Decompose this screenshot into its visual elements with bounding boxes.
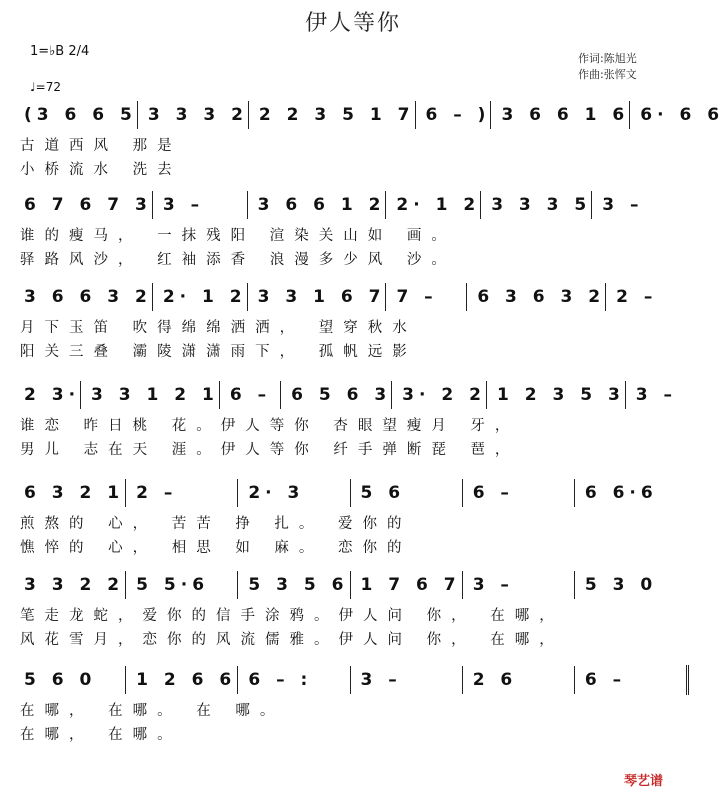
notation-line (20, 570, 686, 600)
lyric-line-2: 在哪， 在哪。 (20, 727, 182, 743)
measure: 6 – (462, 479, 574, 507)
lyric-line-1: 笔走龙蛇，爱你的信手涂鸦。伊人问 你， 在哪， (20, 608, 564, 624)
measure: 5 3 5 6 (237, 571, 349, 599)
lyric-line-2: 男儿 志在天 涯。伊人等你 纤手弹断琵 琶， (20, 442, 520, 458)
measure: 5 5·6 (125, 571, 237, 599)
measure: 3 3 3 2 (137, 101, 248, 129)
measure: 6 6·6 (574, 479, 686, 507)
measure: 3 – (625, 381, 686, 409)
measure: 5 3 0 (574, 571, 686, 599)
measure: 6 – : (237, 666, 349, 694)
measure: 3 3 1 6 7 (247, 283, 386, 311)
measure: 6 7 6 7 3 (24, 195, 152, 215)
measure: 6 3 2 1 (24, 483, 125, 503)
measure: 5 6 0 (24, 670, 97, 690)
measure: 7 – (385, 283, 466, 311)
notation-line (20, 478, 686, 508)
notation-line (20, 100, 724, 130)
lyric-line-2: 风花雪月，恋你的风流儒雅。伊人问 你， 在哪， (20, 632, 564, 648)
measure: 2 2 3 5 1 7 (248, 101, 415, 129)
lyric-line-2: 小桥流水 洗去 (20, 162, 182, 178)
lyric-line-2: 憔悴的 心， 相思 如 麻。 恋你的 (20, 540, 412, 556)
measure: 2· 3 (237, 479, 349, 507)
measure: 2 6 (462, 666, 574, 694)
measure: 1 2 6 6 (125, 666, 237, 694)
measure: (3 6 6 5 (24, 105, 137, 125)
measure: 3 3 3 5 (480, 191, 591, 219)
measure: 3· 2 2 (391, 381, 486, 409)
measure: 2· 1 2 (152, 283, 247, 311)
watermark-logo: 琴艺谱 (624, 774, 664, 789)
measure: 3 – (152, 191, 247, 219)
measure: 6 – ) (415, 101, 491, 129)
measure: 6 – (219, 381, 280, 409)
measure: 6 3 6 3 2 (466, 283, 605, 311)
measure: 2 3· (24, 385, 81, 405)
measure: 1 2 3 5 3 (486, 381, 625, 409)
measure: 3 3 2 2 (24, 575, 125, 595)
notation-line (20, 665, 689, 695)
lyric-line-1: 月下玉笛 吹得绵绵洒洒， 望穿秋水 (20, 320, 417, 336)
measure: 3 – (462, 571, 574, 599)
measure: 3 – (350, 666, 462, 694)
lyric-line-2: 驿路风沙， 红袖添香 浪漫多少风 沙。 (20, 252, 456, 268)
notation-line (20, 380, 686, 410)
composer-credit: 作曲:张恽文 (578, 68, 637, 81)
song-title: 伊人等你 (304, 11, 401, 36)
measure: 6 5 6 3 (280, 381, 391, 409)
measure: 2 – (605, 283, 686, 311)
notation-line (20, 190, 686, 220)
lyric-line-1: 谁恋 昨日桃 花。伊人等你 杏眼望瘦月 牙， (20, 418, 520, 434)
measure: 3 6 6 1 2 (247, 191, 386, 219)
measure: 6· 6 6 (629, 101, 724, 129)
measure: 3 – (591, 191, 686, 219)
tempo-marking: ♩=72 (30, 80, 61, 94)
lyric-line-1: 谁的瘦马， 一抹残阳 渲染关山如 画。 (20, 228, 456, 244)
measure: 3 3 1 2 1 (80, 381, 219, 409)
measure: 2· 1 2 (385, 191, 480, 219)
measure: 6 – (574, 666, 686, 694)
lyric-line-2: 阳关三叠 灞陵潇潇雨下， 孤帆远影 (20, 344, 417, 360)
measure: 3 6 6 3 2 (24, 287, 152, 307)
lyricist-credit: 作词:陈旭光 (578, 52, 637, 65)
key-signature: 1=♭B 2/4 (30, 44, 90, 59)
measure: 1 7 6 7 (350, 571, 462, 599)
notation-line (20, 282, 686, 312)
measure: 3 6 6 1 6 (490, 101, 629, 129)
lyric-line-1: 在哪， 在哪。 在 哪。 (20, 703, 285, 719)
lyric-line-1: 煎熬的 心， 苦苦 挣 扎。 爱你的 (20, 516, 412, 532)
lyric-line-1: 古道西风 那是 (20, 138, 182, 154)
measure: 5 6 (350, 479, 462, 507)
measure: 2 – (125, 479, 237, 507)
